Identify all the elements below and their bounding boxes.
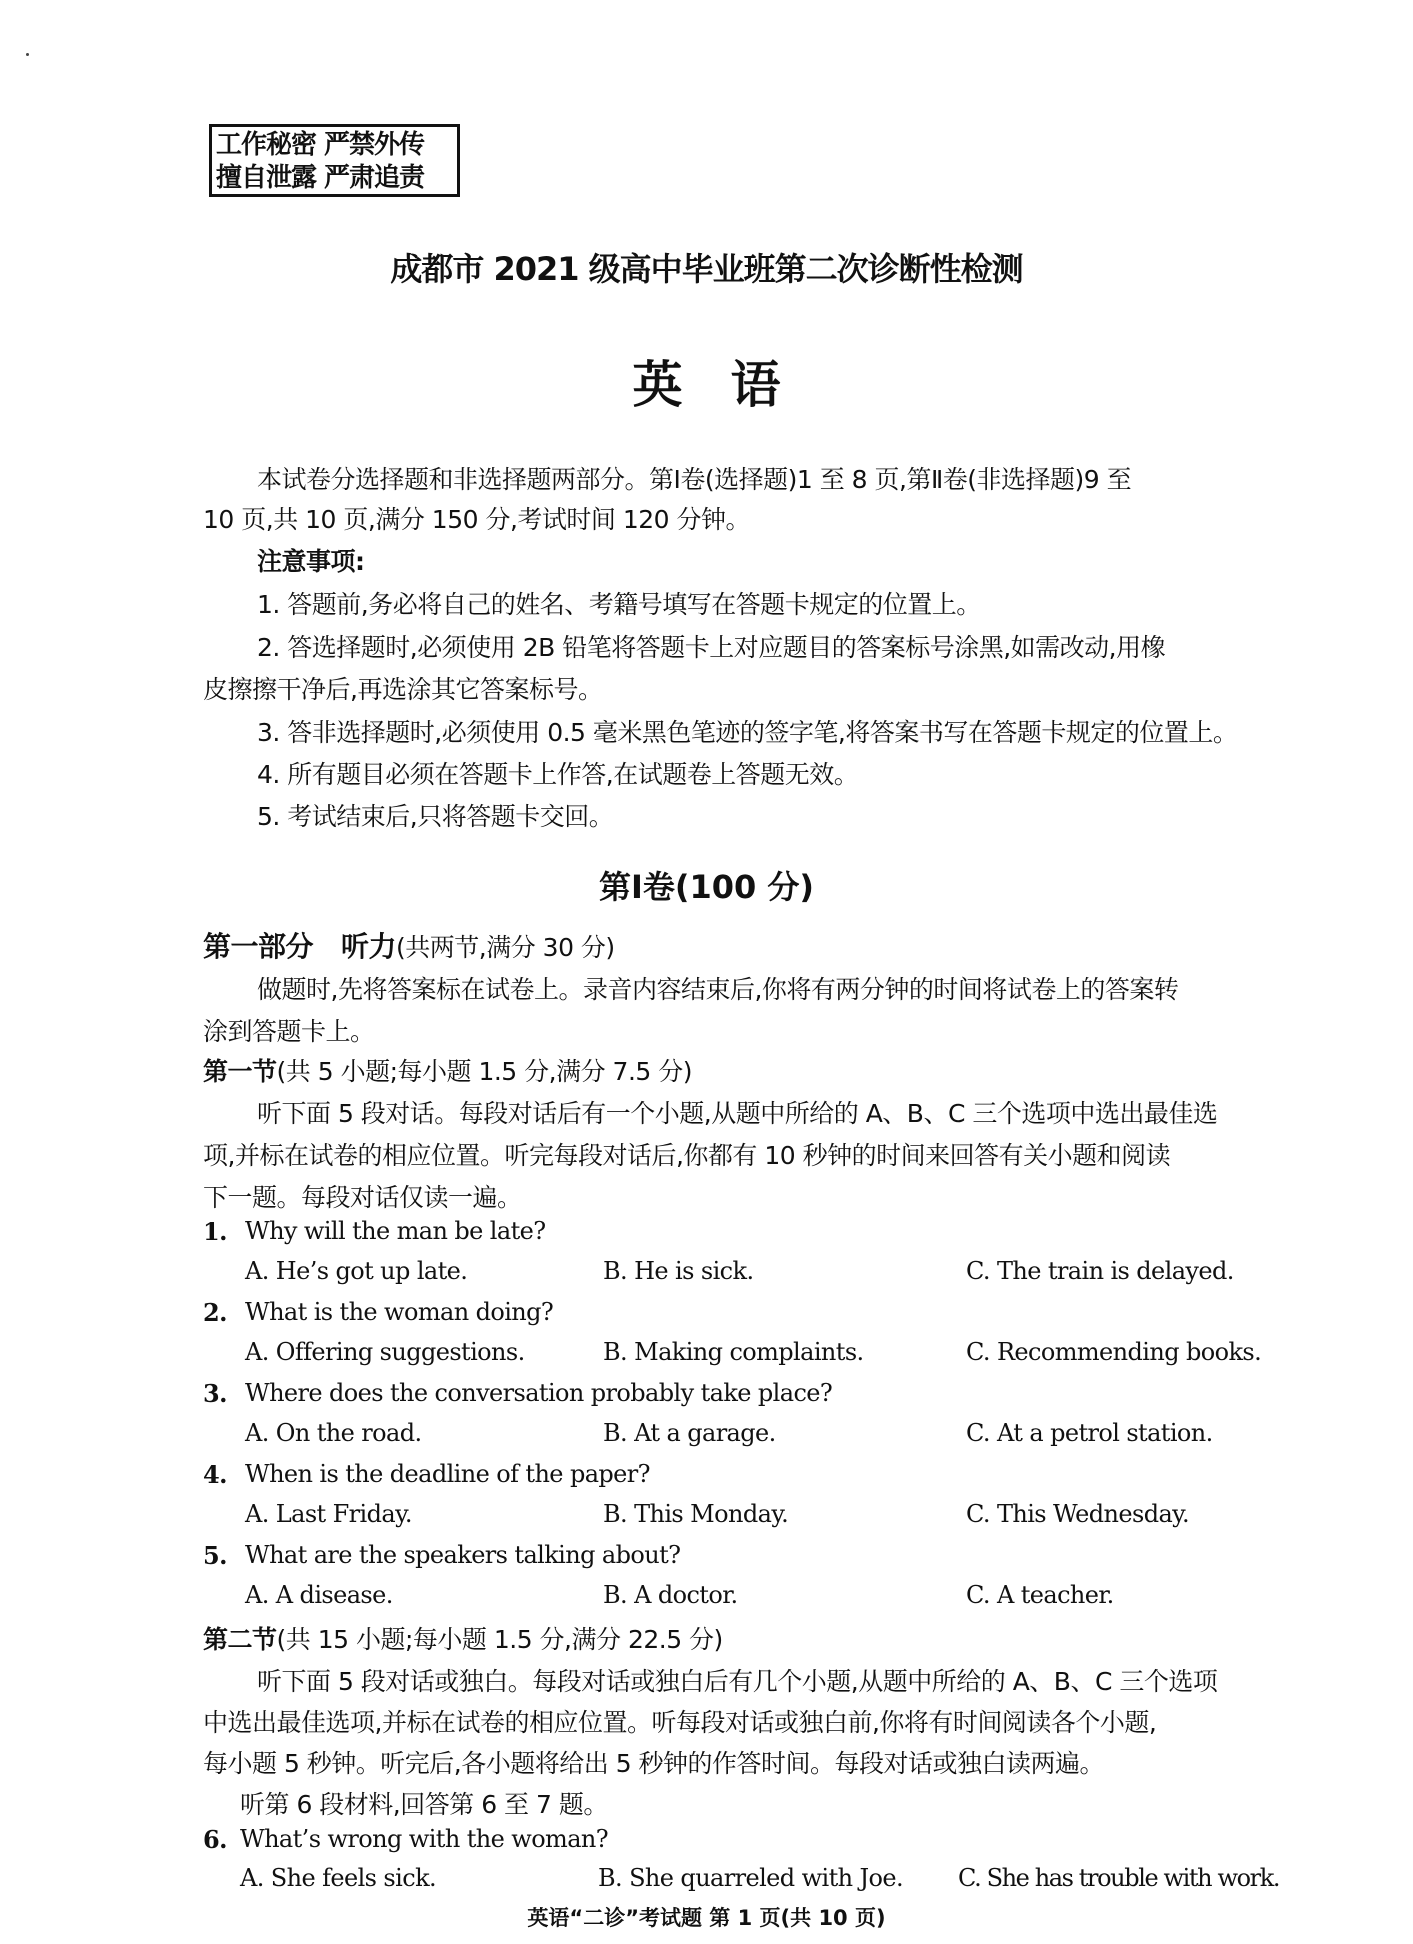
material-6-instr: 听第 6 段材料,回答第 6 至 7 题。: [240, 1790, 608, 1819]
question-text: What are the speakers talking about?: [245, 1541, 681, 1569]
subject-title: [0, 345, 1413, 417]
section2-instr-3: 每小题 5 秒钟。听完后,各小题将给出 5 秒钟的作答时间。每段对话或独白读两遍。: [203, 1749, 1105, 1778]
section2-instr-2: 中选出最佳选项,并标在试卷的相应位置。听每段对话或独白前,你将有时间阅读各个小题,: [203, 1708, 1157, 1737]
stamp-line-1: 工作秘密 严禁外传: [216, 130, 425, 160]
section1-instr-3: 下一题。每段对话仅读一遍。: [203, 1183, 522, 1212]
section1-instr-1: 听下面 5 段对话。每段对话后有一个小题,从题中所给的 A、B、C 三个选项中选出最佳选: [257, 1099, 1218, 1128]
intro-line-2: 10 页,共 10 页,满分 150 分,考试时间 120 分钟。: [203, 505, 751, 534]
question-text: When is the deadline of the paper?: [245, 1460, 650, 1488]
option-b: B. Making complaints.: [603, 1338, 864, 1366]
part1-instr-2: 涂到答题卡上。: [203, 1017, 375, 1046]
part1-detail: (共两节,满分 30 分): [396, 933, 615, 962]
note-2: 2. 答选择题时,必须使用 2B 铅笔将答题卡上对应题目的答案标号涂黑,如需改动,用橡: [257, 633, 1166, 662]
confidential-stamp: [209, 124, 460, 197]
section2-heading: [203, 1620, 723, 1656]
option-c: C. This Wednesday.: [966, 1500, 1189, 1528]
question-text: Why will the man be late?: [245, 1217, 546, 1245]
note-5: 5. 考试结束后,只将答题卡交回。: [257, 802, 614, 831]
intro-line-1: 本试卷分选择题和非选择题两部分。第Ⅰ卷(选择题)1 至 8 页,第Ⅱ卷(非选择题)9 至: [257, 465, 1132, 494]
section2-instr-1: 听下面 5 段对话或独白。每段对话或独白后有几个小题,从题中所给的 A、B、C 三个选项: [257, 1667, 1218, 1696]
notes-heading: 注意事项:: [257, 547, 365, 576]
part1-name: 听力: [341, 930, 397, 963]
question-text: What is the woman doing?: [245, 1298, 554, 1326]
exam-title: 成都市 2021 级高中毕业班第二次诊断性检测: [390, 250, 1023, 288]
option-b: B. This Monday.: [603, 1500, 789, 1528]
subject-char-1: 英: [632, 356, 683, 414]
part1-heading: [203, 925, 615, 965]
option-a: A. He’s got up late.: [245, 1257, 468, 1285]
option-a: A. She feels sick.: [240, 1864, 437, 1892]
part1-instr-1: 做题时,先将答案标在试卷上。录音内容结束后,你将有两分钟的时间将试卷上的答案转: [257, 975, 1179, 1004]
volume-heading: 第Ⅰ卷(100 分): [598, 868, 815, 906]
question-number: 3.: [203, 1379, 227, 1408]
option-c: C. At a petrol station.: [966, 1419, 1213, 1447]
section1-label: 第一节: [203, 1057, 277, 1086]
option-b: B. She quarreled with Joe.: [598, 1864, 904, 1892]
part1-label: 第一部分: [203, 930, 314, 963]
note-3: 3. 答非选择题时,必须使用 0.5 毫米黑色笔迹的签字笔,将答案书写在答题卡规定的位置上。: [257, 718, 1238, 747]
question-number: 1.: [203, 1217, 227, 1246]
option-c: C. The train is delayed.: [966, 1257, 1234, 1285]
section1-instr-2: 项,并标在试卷的相应位置。听完每段对话后,你都有 10 秒钟的时间来回答有关小题和阅读: [203, 1141, 1171, 1170]
section1-detail: (共 5 小题;每小题 1.5 分,满分 7.5 分): [276, 1057, 692, 1086]
option-c: C. Recommending books.: [966, 1338, 1262, 1366]
section2-label: 第二节: [203, 1625, 277, 1654]
question-number: 4.: [203, 1460, 227, 1489]
note-1: 1. 答题前,务必将自己的姓名、考籍号填写在答题卡规定的位置上。: [257, 590, 981, 619]
option-c: C. A teacher.: [966, 1581, 1114, 1609]
question-text: What’s wrong with the woman?: [240, 1825, 609, 1853]
question-number: 2.: [203, 1298, 227, 1327]
option-a: A. Offering suggestions.: [245, 1338, 525, 1366]
question-number: 5.: [203, 1541, 227, 1570]
option-c: C. She has trouble with work.: [958, 1864, 1280, 1892]
option-a: A. Last Friday.: [245, 1500, 412, 1528]
scan-speck: [26, 53, 29, 56]
page-footer: 英语“二诊”考试题 第 1 页(共 10 页): [527, 1906, 886, 1930]
question-number: 6.: [203, 1825, 227, 1854]
section2-detail: (共 15 小题;每小题 1.5 分,满分 22.5 分): [276, 1625, 723, 1654]
subject-char-2: 语: [730, 356, 781, 414]
option-b: B. At a garage.: [603, 1419, 776, 1447]
option-a: A. On the road.: [245, 1419, 422, 1447]
stamp-line-2: 擅自泄露 严肃追责: [216, 163, 425, 193]
question-text: Where does the conversation probably take place?: [245, 1379, 833, 1407]
option-b: B. A doctor.: [603, 1581, 738, 1609]
note-2-cont: 皮擦擦干净后,再选涂其它答案标号。: [203, 675, 603, 704]
note-4: 4. 所有题目必须在答题卡上作答,在试题卷上答题无效。: [257, 760, 859, 789]
section1-heading: [203, 1052, 692, 1088]
option-b: B. He is sick.: [603, 1257, 754, 1285]
option-a: A. A disease.: [245, 1581, 393, 1609]
